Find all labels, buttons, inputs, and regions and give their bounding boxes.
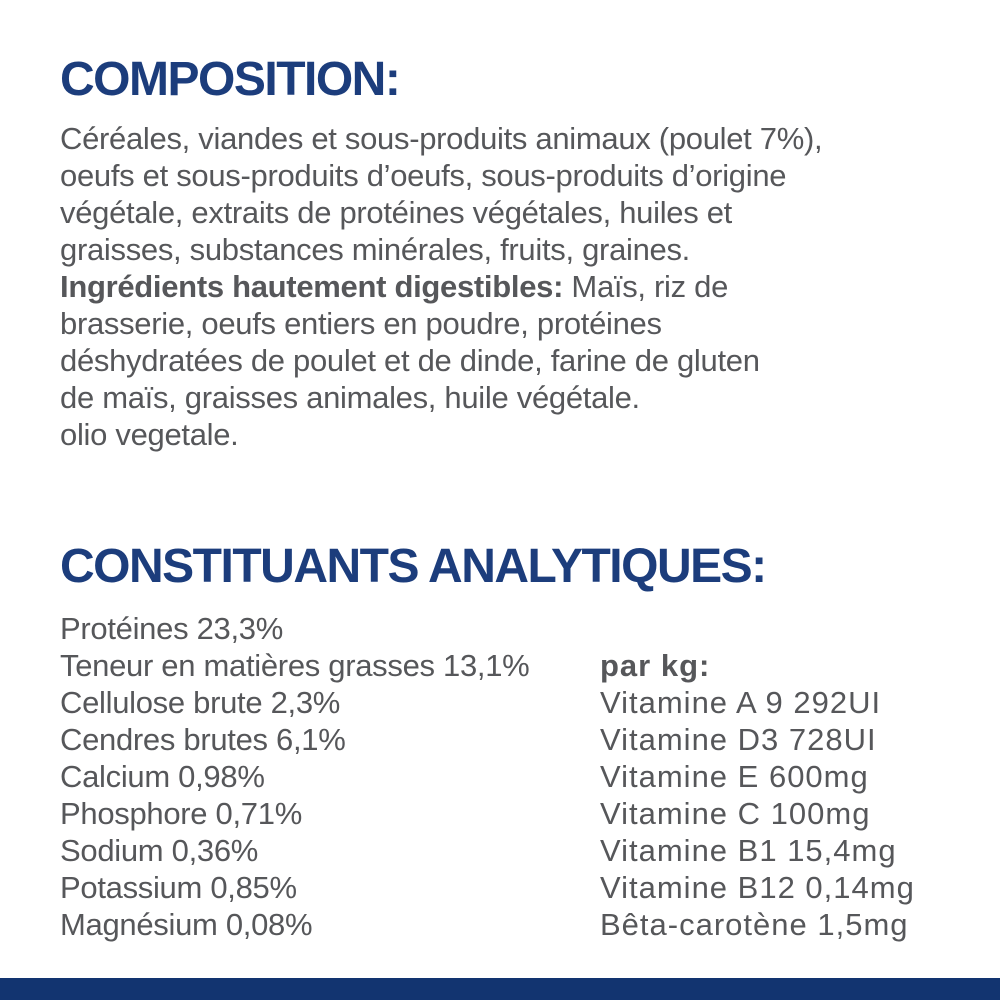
vitamins-column [600, 647, 915, 943]
digestibles-tail: Maïs, riz de [563, 269, 729, 304]
composition-paragraph [60, 120, 970, 453]
nutrient-item: Sodium 0,36% [60, 833, 259, 868]
composition-line: de maïs, graisses animales, huile végétale. [60, 380, 640, 415]
composition-line: brasserie, oeufs entiers en poudre, protéines [60, 306, 662, 341]
vitamin-item: Vitamine A 9 292UI [600, 685, 882, 720]
nutrient-item: Cellulose brute 2,3% [60, 685, 341, 720]
vitamin-item: Bêta-carotène 1,5mg [600, 907, 909, 942]
composition-line: olio vegetale. [60, 417, 239, 452]
nutrients-column [60, 610, 529, 943]
composition-heading: COMPOSITION: [60, 53, 400, 106]
composition-line: déshydratées de poulet et de dinde, farine de gluten [60, 343, 760, 378]
nutrient-item: Magnésium 0,08% [60, 907, 313, 942]
composition-line: végétale, extraits de protéines végétales, huiles et [60, 195, 732, 230]
per-kg-label: par kg: [600, 648, 711, 683]
footer-bar [0, 978, 1000, 1000]
composition-line: graisses, substances minérales, fruits, graines. [60, 232, 690, 267]
digestibles-label: Ingrédients hautement digestibles: [60, 269, 564, 304]
composition-line: Céréales, viandes et sous-produits animaux (poulet 7%), [60, 121, 823, 156]
vitamin-item: Vitamine B12 0,14mg [600, 870, 915, 905]
nutrient-item: Cendres brutes 6,1% [60, 722, 346, 757]
nutrient-item: Potassium 0,85% [60, 870, 297, 905]
nutrient-item: Protéines 23,3% [60, 611, 283, 646]
vitamin-item: Vitamine E 600mg [600, 759, 869, 794]
analytical-constituents-heading: CONSTITUANTS ANALYTIQUES: [60, 540, 766, 593]
nutrient-item: Teneur en matières grasses 13,1% [60, 648, 530, 683]
nutrient-item: Calcium 0,98% [60, 759, 265, 794]
vitamin-item: Vitamine C 100mg [600, 796, 871, 831]
digestibles-line [60, 268, 970, 305]
composition-line: oeufs et sous-produits d’oeufs, sous-produits d’origine [60, 158, 787, 193]
vitamin-item: Vitamine D3 728UI [600, 722, 877, 757]
nutrient-item: Phosphore 0,71% [60, 796, 302, 831]
vitamin-item: Vitamine B1 15,4mg [600, 833, 897, 868]
